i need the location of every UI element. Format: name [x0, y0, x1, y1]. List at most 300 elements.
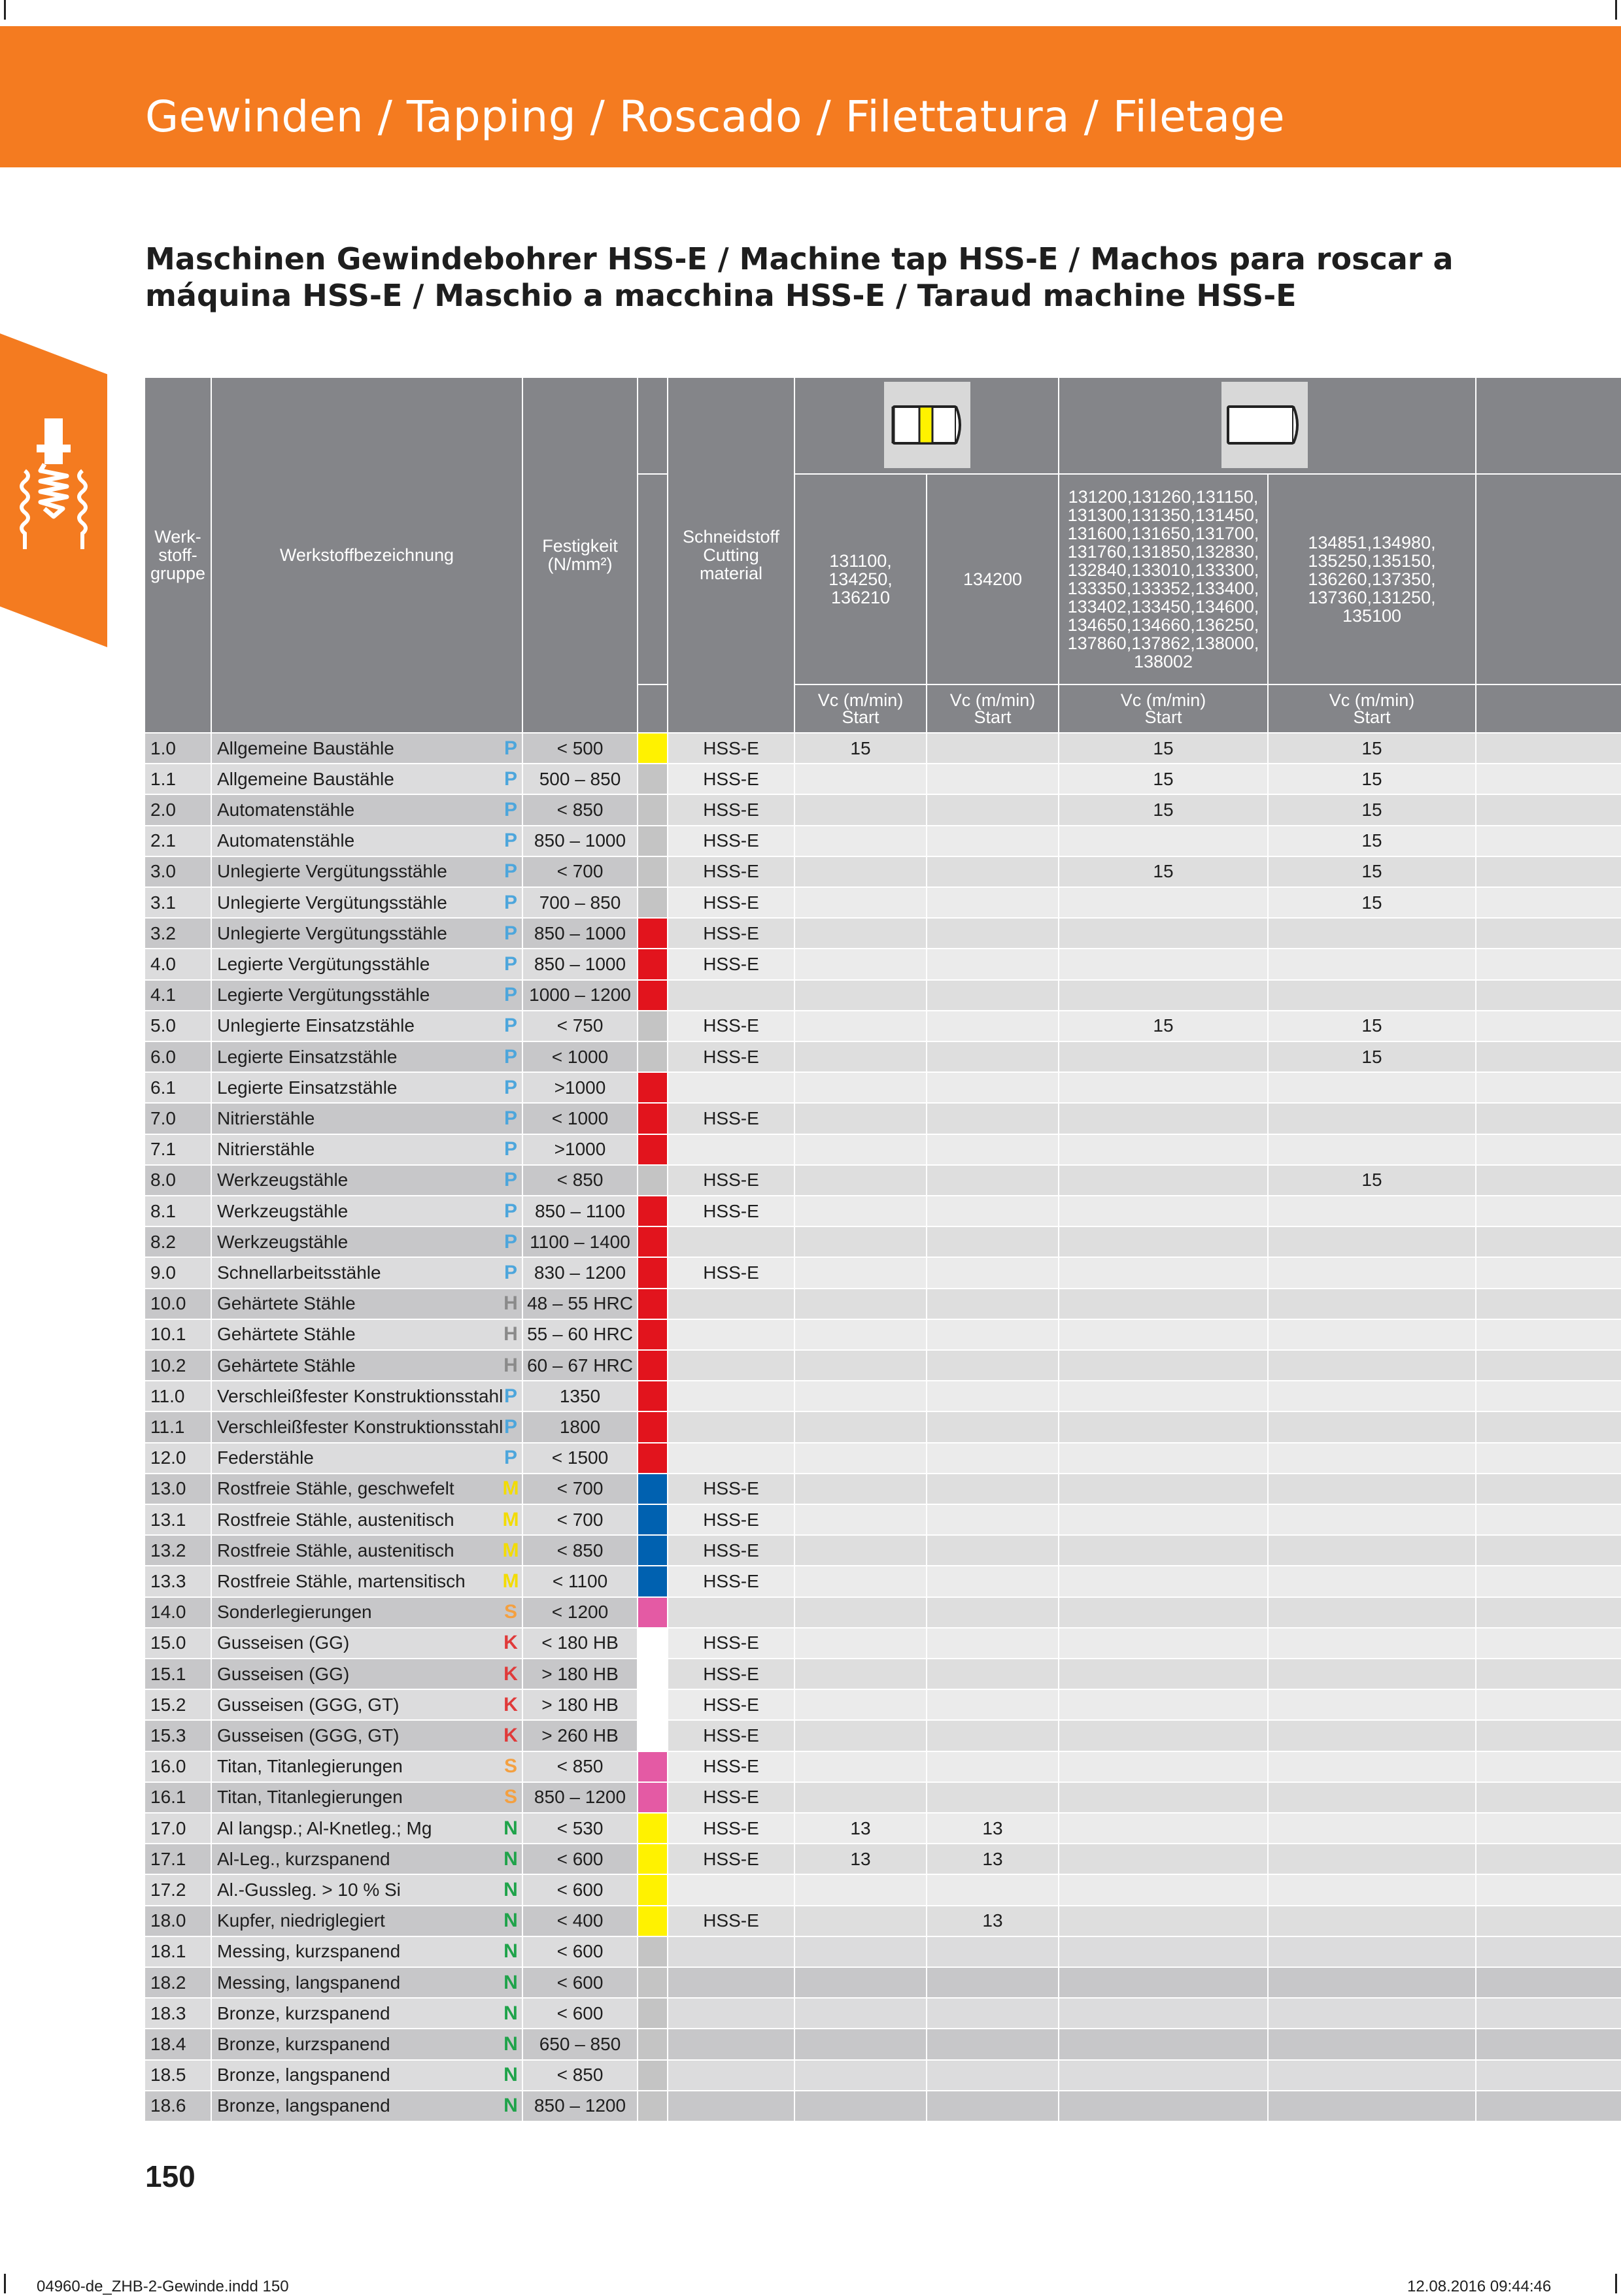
iso-group-letter: P — [503, 1015, 517, 1037]
cutting-speed-value — [927, 1999, 1058, 2028]
crop-mark — [1615, 0, 1617, 20]
tap-thread-icon — [14, 418, 93, 556]
footer-file: 04960-de_ZHB-2-Gewinde.indd 150 — [37, 2278, 289, 2295]
cutting-speed-value — [795, 2061, 926, 2090]
cutting-speed-value — [795, 1536, 926, 1565]
material-name: Automatenstähle — [212, 826, 522, 856]
cutting-speed-value: 15 — [1059, 857, 1267, 886]
cutting-speed-value — [1269, 1999, 1475, 2028]
strength-value: < 750 — [523, 1011, 637, 1041]
cutting-material: HSS-E — [668, 1721, 794, 1750]
cutting-speed-value — [795, 1166, 926, 1195]
iso-group-letter: M — [502, 1508, 519, 1530]
cutting-speed-value — [1269, 1351, 1475, 1380]
material-name: Kupfer, niedriglegiert — [212, 1906, 522, 1936]
extra-column-cell — [1476, 1196, 1621, 1226]
cutting-speed-value — [795, 888, 926, 917]
iso-group-letter: K — [503, 1632, 518, 1654]
material-name: Bronze, langspanend — [212, 2091, 522, 2121]
cutting-speed-value — [927, 1937, 1058, 1967]
extra-column-cell — [1476, 1474, 1621, 1504]
coating-swatch — [638, 1104, 667, 1133]
cutting-material — [668, 1073, 794, 1102]
cutting-speed-value — [1059, 888, 1267, 917]
material-group-code: 6.0 — [145, 1042, 211, 1072]
strength-value: 850 – 1200 — [523, 1783, 637, 1812]
cutting-speed-value — [927, 1073, 1058, 1102]
cutting-speed-value — [927, 1598, 1058, 1627]
iso-group-letter: M — [502, 1477, 519, 1500]
strength-value: 700 – 850 — [523, 888, 637, 917]
coating-swatch — [638, 1937, 667, 1967]
extra-column-cell — [1476, 1999, 1621, 2028]
coating-swatch — [638, 1659, 667, 1689]
cutting-speed-value — [1269, 1783, 1475, 1812]
cutting-speed-value — [1269, 1227, 1475, 1257]
iso-group-letter: N — [503, 1971, 518, 1993]
cutting-speed-value — [1269, 1659, 1475, 1689]
iso-group-letter: N — [503, 1910, 518, 1932]
cutting-speed-value — [795, 1659, 926, 1689]
cutting-speed-value — [1269, 1073, 1475, 1102]
cutting-speed-value — [1059, 1320, 1267, 1349]
extra-column-cell — [1476, 1752, 1621, 1781]
extra-column-cell — [1476, 1937, 1621, 1967]
material-name: Bronze, langspanend — [212, 2061, 522, 2090]
cutting-speed-value — [1059, 1073, 1267, 1102]
cutting-material: HSS-E — [668, 826, 794, 856]
cutting-speed-value — [795, 1474, 926, 1504]
material-group-code: 5.0 — [145, 1011, 211, 1041]
cutting-speed-value — [1059, 1659, 1267, 1689]
iso-group-letter: S — [503, 1755, 517, 1778]
cutting-speed-value — [927, 1381, 1058, 1411]
iso-group-letter: M — [502, 1539, 519, 1561]
material-group-code: 10.2 — [145, 1351, 211, 1380]
cutting-speed-value: 15 — [1059, 764, 1267, 794]
cutting-material: HSS-E — [668, 888, 794, 917]
cutting-material: HSS-E — [668, 1906, 794, 1936]
cutting-speed-value: 13 — [795, 1844, 926, 1874]
cutting-material: HSS-E — [668, 857, 794, 886]
cutting-speed-value — [1269, 1536, 1475, 1565]
extra-column-cell — [1476, 919, 1621, 948]
strength-value: >1000 — [523, 1135, 637, 1164]
cutting-speed-value: 15 — [1269, 764, 1475, 794]
cutting-speed-value — [1269, 1566, 1475, 1596]
cutting-speed-value — [927, 1135, 1058, 1164]
cutting-speed-value — [795, 1690, 926, 1719]
material-name: Messing, langspanend — [212, 1968, 522, 1997]
coating-swatch — [638, 1073, 667, 1102]
strength-value: < 530 — [523, 1814, 637, 1843]
cutting-speed-value — [927, 1875, 1058, 1904]
material-name: Werkzeugstähle — [212, 1196, 522, 1226]
extra-column-cell — [1476, 1412, 1621, 1442]
cutting-material: HSS-E — [668, 1011, 794, 1041]
material-name: Schnellarbeitsstähle — [212, 1258, 522, 1287]
iso-group-letter: N — [503, 1878, 518, 1900]
cutting-speed-value — [1269, 1875, 1475, 1904]
material-group-code: 1.1 — [145, 764, 211, 794]
cutting-speed-value — [927, 1227, 1058, 1257]
iso-group-letter: N — [503, 2033, 518, 2055]
cutting-speed-value — [795, 1906, 926, 1936]
cutting-speed-value — [795, 1135, 926, 1164]
strength-value: 1000 – 1200 — [523, 981, 637, 1010]
cutting-speed-value — [795, 1999, 926, 2028]
iso-group-letter: P — [503, 922, 517, 944]
cutting-speed-value — [795, 1073, 926, 1102]
coating-swatch — [638, 857, 667, 886]
header-swatch-bot — [638, 685, 667, 732]
material-name: Gusseisen (GG) — [212, 1629, 522, 1658]
material-group-code: 13.0 — [145, 1474, 211, 1504]
material-group-code: 9.0 — [145, 1258, 211, 1287]
cutting-speed-value — [1059, 1598, 1267, 1627]
material-name: Gusseisen (GGG, GT) — [212, 1690, 522, 1719]
crop-mark — [4, 2274, 6, 2293]
cutting-speed-value — [927, 2091, 1058, 2121]
crop-mark — [1615, 2274, 1617, 2293]
cutting-speed-value — [795, 981, 926, 1010]
material-name: Titan, Titanlegierungen — [212, 1752, 522, 1781]
cutting-speed-value — [1269, 1443, 1475, 1473]
material-name: Rostfreie Stähle, geschwefelt — [212, 1474, 522, 1504]
cutting-speed-value — [795, 919, 926, 948]
extra-column-cell — [1476, 1721, 1621, 1750]
cutting-speed-value — [795, 795, 926, 824]
cutting-speed-value — [1269, 1258, 1475, 1287]
header-article-1: 131100, 134250, 136210 — [795, 475, 926, 684]
header-group: Werk- stoff- gruppe — [145, 378, 211, 732]
extra-column-cell — [1476, 2091, 1621, 2121]
extra-column-cell — [1476, 1598, 1621, 1627]
cutting-speed-value — [1269, 1381, 1475, 1411]
coating-swatch — [638, 981, 667, 1010]
cutting-material — [668, 1412, 794, 1442]
extra-column-cell — [1476, 1690, 1621, 1719]
cutting-speed-value — [1059, 2091, 1267, 2121]
material-name: Sonderlegierungen — [212, 1598, 522, 1627]
cutting-speed-value — [795, 1289, 926, 1319]
section-subtitle — [145, 241, 1454, 314]
cutting-speed-value — [1059, 1690, 1267, 1719]
cutting-material — [668, 1999, 794, 2028]
cutting-speed-value — [927, 1196, 1058, 1226]
cutting-speed-value — [927, 826, 1058, 856]
cutting-material — [668, 2061, 794, 2090]
cutting-speed-value — [927, 1721, 1058, 1750]
cutting-speed-value — [1059, 981, 1267, 1010]
extra-column-cell — [1476, 1166, 1621, 1195]
cutting-speed-value — [1059, 1505, 1267, 1534]
cutting-speed-value — [927, 734, 1058, 763]
cutting-speed-value — [1059, 1721, 1267, 1750]
cutting-speed-value — [927, 981, 1058, 1010]
material-group-code: 18.1 — [145, 1937, 211, 1967]
header-vc-4: Vc (m/min) Start — [1269, 685, 1475, 732]
material-name: Messing, kurzspanend — [212, 1937, 522, 1967]
material-name: Rostfreie Stähle, martensitisch — [212, 1566, 522, 1596]
cutting-speed-value — [1059, 1536, 1267, 1565]
material-name: Unlegierte Vergütungsstähle — [212, 888, 522, 917]
iso-group-letter: P — [503, 1045, 517, 1068]
material-group-code: 3.0 — [145, 857, 211, 886]
extra-column-cell — [1476, 1659, 1621, 1689]
material-group-code: 7.1 — [145, 1135, 211, 1164]
cutting-material — [668, 1937, 794, 1967]
extra-column-cell — [1476, 1011, 1621, 1041]
iso-group-letter: H — [503, 1323, 518, 1345]
strength-value: < 850 — [523, 2061, 637, 2090]
material-name: Unlegierte Einsatzstähle — [212, 1011, 522, 1041]
strength-value: 650 – 850 — [523, 2029, 637, 2059]
strength-value: 830 – 1200 — [523, 1258, 637, 1287]
cutting-speed-value — [1059, 1906, 1267, 1936]
coating-swatch — [638, 1536, 667, 1565]
material-group-code: 7.0 — [145, 1104, 211, 1133]
cutting-speed-value — [1269, 1690, 1475, 1719]
cutting-speed-value — [795, 1104, 926, 1133]
header-strength: Festigkeit (N/mm²) — [523, 378, 637, 732]
extra-column-cell — [1476, 1073, 1621, 1102]
cutting-speed-value — [927, 1166, 1058, 1195]
extra-column-cell — [1476, 2029, 1621, 2059]
cutting-speed-value — [1269, 919, 1475, 948]
iso-group-letter: K — [503, 1663, 518, 1685]
cutting-speed-value — [1059, 1042, 1267, 1072]
cutting-speed-value — [795, 1042, 926, 1072]
page-number: 150 — [145, 2159, 196, 2193]
cutting-material: HSS-E — [668, 1166, 794, 1195]
coating-swatch — [638, 1752, 667, 1781]
material-group-code: 18.5 — [145, 2061, 211, 2090]
material-name: Gusseisen (GG) — [212, 1659, 522, 1689]
iso-group-letter: P — [503, 830, 517, 852]
iso-group-letter: N — [503, 1848, 518, 1870]
cutting-speed-value — [1269, 2061, 1475, 2090]
cutting-material: HSS-E — [668, 919, 794, 948]
cutting-speed-value — [1059, 1381, 1267, 1411]
extra-column-cell — [1476, 1320, 1621, 1349]
cutting-speed-value: 15 — [1269, 1042, 1475, 1072]
material-name: Gehärtete Stähle — [212, 1289, 522, 1319]
material-group-code: 18.0 — [145, 1906, 211, 1936]
cutting-speed-value: 15 — [795, 734, 926, 763]
iso-group-letter: H — [503, 1354, 518, 1376]
cutting-speed-value — [927, 2029, 1058, 2059]
material-group-code: 8.0 — [145, 1166, 211, 1195]
cutting-speed-value — [1269, 1196, 1475, 1226]
cutting-speed-value — [1059, 1999, 1267, 2028]
material-group-code: 13.2 — [145, 1536, 211, 1565]
material-name: Federstähle — [212, 1443, 522, 1473]
cutting-material: HSS-E — [668, 1196, 794, 1226]
material-name: Bronze, kurzspanend — [212, 1999, 522, 2028]
cutting-speed-value — [795, 1412, 926, 1442]
material-name: Verschleißfester Konstruktionsstahl — [212, 1412, 522, 1442]
subtitle-line-1: Maschinen Gewindebohrer HSS-E / Machine tap HSS-E / Machos para roscar a — [145, 241, 1454, 277]
strength-value: 1800 — [523, 1412, 637, 1442]
iso-group-letter: P — [503, 984, 517, 1006]
cutting-speed-value — [1059, 1443, 1267, 1473]
iso-group-letter: P — [503, 1200, 517, 1222]
iso-group-letter: N — [503, 2095, 518, 2117]
iso-group-letter: P — [503, 737, 517, 759]
cutting-speed-value — [1059, 919, 1267, 948]
header-vc-1: Vc (m/min) Start — [795, 685, 926, 732]
cutting-material — [668, 1351, 794, 1380]
cutting-speed-value — [1269, 1104, 1475, 1133]
cutting-speed-value — [927, 1474, 1058, 1504]
strength-value: < 1500 — [523, 1443, 637, 1473]
cutting-material — [668, 2091, 794, 2121]
cutting-material: HSS-E — [668, 1104, 794, 1133]
cutting-speed-value — [1269, 2029, 1475, 2059]
cutting-speed-value — [927, 2061, 1058, 2090]
cutting-speed-value — [1059, 1258, 1267, 1287]
cutting-material: HSS-E — [668, 1659, 794, 1689]
cutting-speed-value — [1269, 1937, 1475, 1967]
cutting-speed-value — [795, 1875, 926, 1904]
extra-column-cell — [1476, 1844, 1621, 1874]
coating-swatch — [638, 1443, 667, 1473]
cutting-speed-value — [927, 1968, 1058, 1997]
coating-swatch — [638, 1258, 667, 1287]
extra-column-cell — [1476, 1505, 1621, 1534]
strength-value: < 850 — [523, 795, 637, 824]
strength-value: > 180 HB — [523, 1690, 637, 1719]
material-name: Verschleißfester Konstruktionsstahl — [212, 1381, 522, 1411]
coating-swatch — [638, 919, 667, 948]
material-name: Werkzeugstähle — [212, 1227, 522, 1257]
extra-column-cell — [1476, 857, 1621, 886]
cutting-speed-value — [927, 888, 1058, 917]
cutting-speed-value — [795, 1598, 926, 1627]
material-group-code: 18.3 — [145, 1999, 211, 2028]
strength-value: < 180 HB — [523, 1629, 637, 1658]
material-group-code: 11.0 — [145, 1381, 211, 1411]
cutting-material: HSS-E — [668, 795, 794, 824]
strength-value: < 500 — [523, 734, 637, 763]
cutting-speed-value — [795, 1196, 926, 1226]
cutting-material: HSS-E — [668, 1844, 794, 1874]
strength-value: >1000 — [523, 1073, 637, 1102]
iso-group-letter: P — [503, 1385, 517, 1407]
material-group-code: 15.2 — [145, 1690, 211, 1719]
cutting-speed-value — [795, 1505, 926, 1534]
extra-column-cell — [1476, 1875, 1621, 1904]
material-name: Titan, Titanlegierungen — [212, 1783, 522, 1812]
cutting-material — [668, 1443, 794, 1473]
extra-column-cell — [1476, 981, 1621, 1010]
extra-column-cell — [1476, 1351, 1621, 1380]
strength-value: < 700 — [523, 857, 637, 886]
iso-group-letter: S — [503, 1786, 517, 1808]
material-name: Unlegierte Vergütungsstähle — [212, 919, 522, 948]
header-article-4: 134851,134980, 135250,135150, 136260,137350, 137360,131250, 135100 — [1269, 475, 1475, 684]
strength-value: < 1000 — [523, 1042, 637, 1072]
strength-value: < 600 — [523, 1968, 637, 1997]
strength-value: < 850 — [523, 1536, 637, 1565]
cutting-speed-value: 15 — [1269, 888, 1475, 917]
coating-swatch — [638, 1381, 667, 1411]
cutting-speed-value — [927, 1752, 1058, 1781]
extra-column-cell — [1476, 888, 1621, 917]
cutting-speed-value — [1059, 1289, 1267, 1319]
extra-column-cell — [1476, 1783, 1621, 1812]
page-title: Gewinden / Tapping / Roscado / Filettatura / Filetage — [145, 92, 1286, 142]
iso-group-letter: P — [503, 953, 517, 975]
coating-swatch — [638, 826, 667, 856]
strength-value: 850 – 1200 — [523, 2091, 637, 2121]
cutting-material — [668, 1875, 794, 1904]
extra-column-cell — [1476, 1289, 1621, 1319]
cutting-speed-value — [1059, 949, 1267, 979]
material-group-code: 2.0 — [145, 795, 211, 824]
cutting-material: HSS-E — [668, 1783, 794, 1812]
iso-group-letter: P — [503, 1447, 517, 1469]
material-name: Gehärtete Stähle — [212, 1351, 522, 1380]
cutting-speed-value — [1269, 1844, 1475, 1874]
header-article-3: 131200,131260,131150, 131300,131350,131450, 131600,131650,131700, 131760,131850,132830, 132840,133010,133300, 133350,133352,133400, 133402,133450,134600, 134650,134660,136250, 137860,137862,138000, 138002 — [1059, 475, 1267, 684]
cutting-speed-value: 15 — [1059, 1011, 1267, 1041]
cutting-speed-value — [1059, 1196, 1267, 1226]
coating-swatch — [638, 795, 667, 824]
extra-column-cell — [1476, 795, 1621, 824]
cutting-speed-value: 15 — [1269, 826, 1475, 856]
cutting-speed-value — [927, 1536, 1058, 1565]
cutting-speed-value — [1059, 1227, 1267, 1257]
extra-column-cell — [1476, 949, 1621, 979]
strength-value: 1350 — [523, 1381, 637, 1411]
iso-group-letter: K — [503, 1724, 518, 1746]
strength-value: < 1100 — [523, 1566, 637, 1596]
strength-value: 850 – 1000 — [523, 826, 637, 856]
header-extra-mid — [1476, 475, 1621, 684]
header-vc-2: Vc (m/min) Start — [927, 685, 1058, 732]
extra-column-cell — [1476, 1042, 1621, 1072]
iso-group-letter: H — [503, 1292, 518, 1315]
cutting-material: HSS-E — [668, 1629, 794, 1658]
material-group-code: 4.0 — [145, 949, 211, 979]
cutting-material: HSS-E — [668, 734, 794, 763]
coating-swatch — [638, 1783, 667, 1812]
cutting-speed-value — [1269, 1320, 1475, 1349]
cutting-speed-value — [927, 795, 1058, 824]
cutting-speed-value — [1059, 1351, 1267, 1380]
material-group-code: 4.1 — [145, 981, 211, 1010]
strength-value: 850 – 1000 — [523, 919, 637, 948]
iso-group-letter: P — [503, 860, 517, 883]
coating-swatch — [638, 1598, 667, 1627]
coating-swatch — [638, 1166, 667, 1195]
subtitle-line-2: máquina HSS-E / Maschio a macchina HSS-E / Taraud machine HSS-E — [145, 278, 1297, 313]
material-name: Legierte Vergütungsstähle — [212, 981, 522, 1010]
coating-swatch — [638, 1351, 667, 1380]
strength-value: < 700 — [523, 1474, 637, 1504]
cutting-material — [668, 1227, 794, 1257]
extra-column-cell — [1476, 1443, 1621, 1473]
coating-swatch — [638, 1412, 667, 1442]
cutting-speed-value — [927, 1629, 1058, 1658]
cutting-material — [668, 1598, 794, 1627]
cutting-material: HSS-E — [668, 1474, 794, 1504]
cutting-speed-value: 13 — [927, 1814, 1058, 1843]
extra-column-cell — [1476, 1814, 1621, 1843]
cutting-speed-value — [1059, 1875, 1267, 1904]
